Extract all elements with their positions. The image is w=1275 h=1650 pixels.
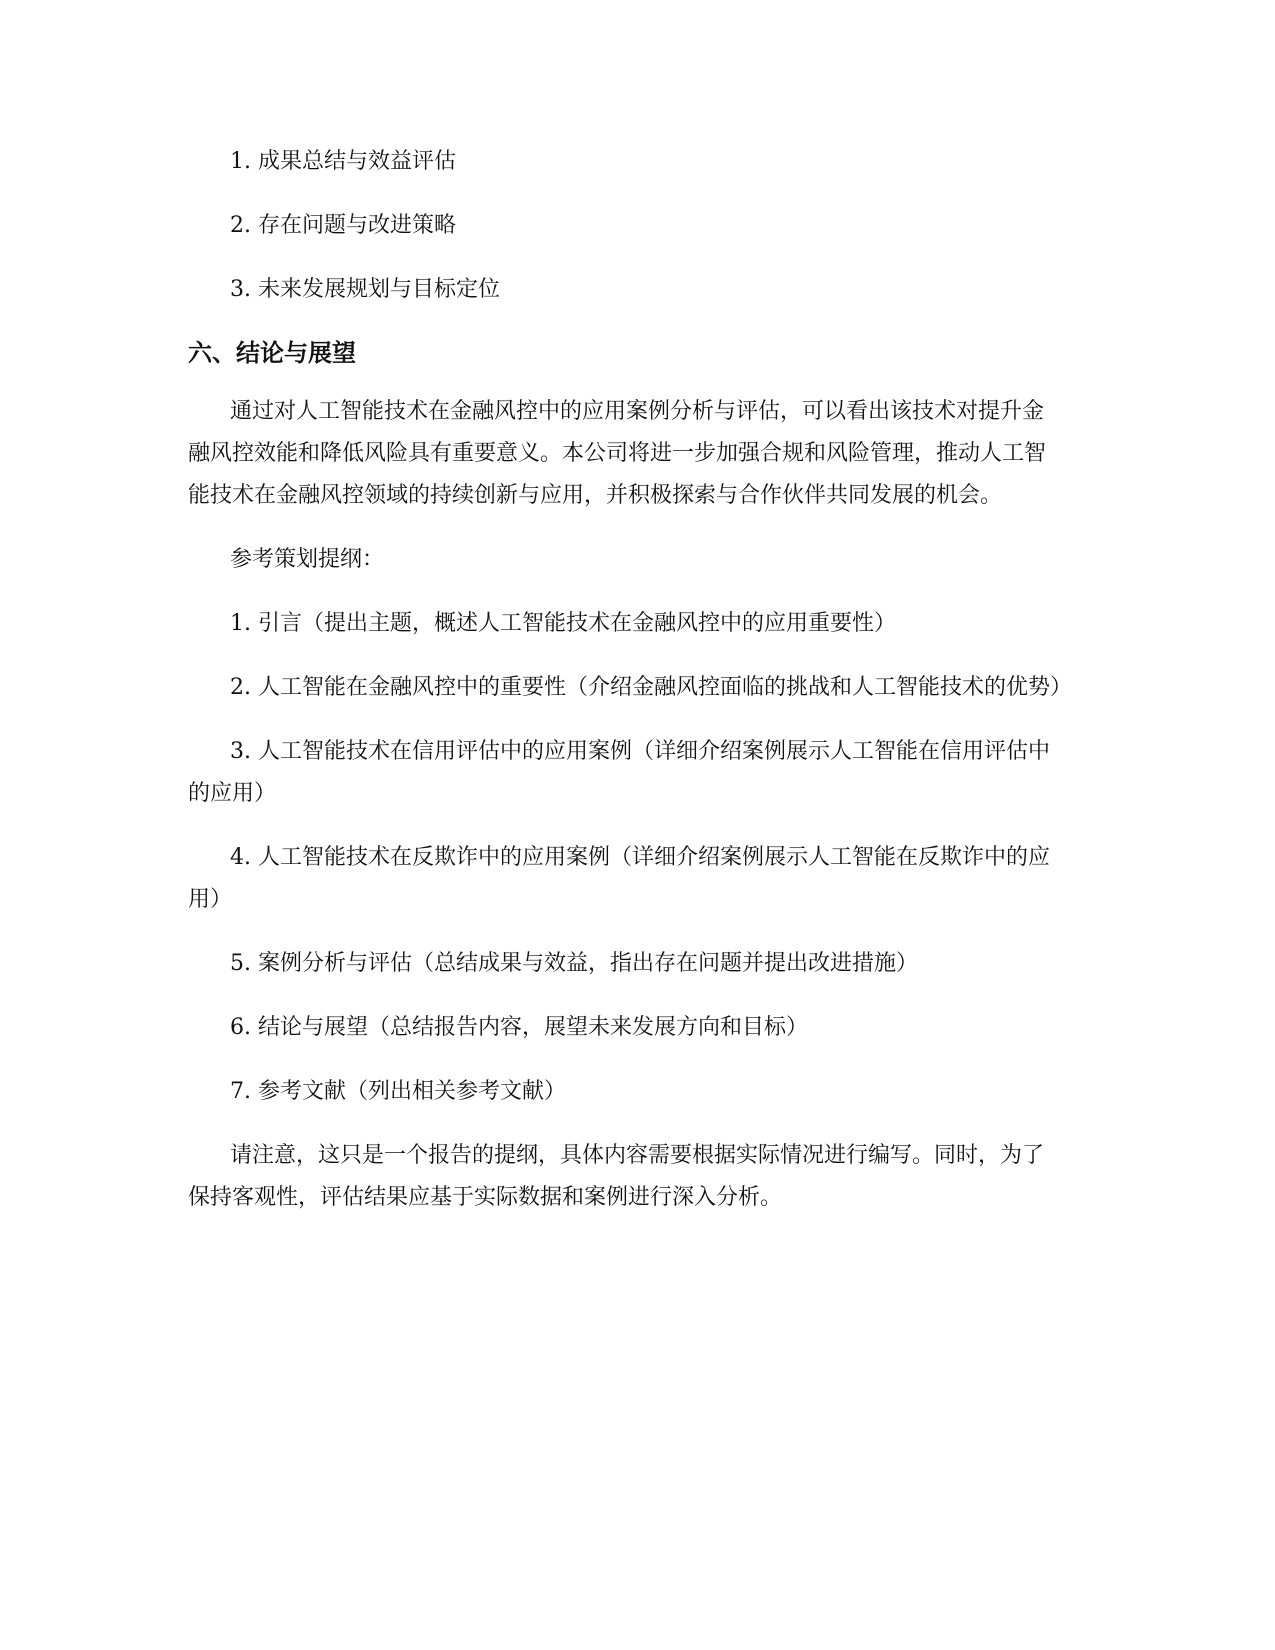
outline-item-conclusion: 6. 结论与展望（总结报告内容，展望未来发展方向和目标） bbox=[230, 1015, 808, 1040]
section-heading: 六、结论与展望 bbox=[188, 339, 356, 367]
outline-item-references: 7. 参考文献（列出相关参考文献） bbox=[230, 1079, 566, 1104]
outline-item-importance: 2. 人工智能在金融风控中的重要性（介绍金融风控面临的挑战和人工智能技术的优势） bbox=[230, 675, 1072, 700]
outline-item-credit-case: 3. 人工智能技术在信用评估中的应用案例（详细介绍案例展示人工智能在信用评估中的应用） bbox=[188, 739, 1050, 806]
outline-item-introduction: 1. 引言（提出主题，概述人工智能技术在金融风控中的应用重要性） bbox=[230, 611, 896, 636]
conclusion-paragraph: 通过对人工智能技术在金融风控中的应用案例分析与评估，可以看出该技术对提升金融风控效能和降低风险具有重要意义。本公司将进一步加强合规和风险管理，推动人工智能技术在金融风控领域的持续创新与应用，并积极探索与合作伙伴共同发展的机会。 bbox=[188, 399, 1047, 508]
closing-note: 请注意，这只是一个报告的提纲，具体内容需要根据实际情况进行编写。同时，为了保持客观性，评估结果应基于实际数据和案例进行深入分析。 bbox=[188, 1143, 1045, 1210]
list-item-future-planning: 3. 未来发展规划与目标定位 bbox=[230, 277, 500, 302]
outline-label: 参考策划提纲： bbox=[230, 547, 385, 572]
outline-item-analysis: 5. 案例分析与评估（总结成果与效益，指出存在问题并提出改进措施） bbox=[230, 951, 918, 976]
list-item-problems-improvements: 2. 存在问题与改进策略 bbox=[230, 213, 456, 238]
outline-item-fraud-case: 4. 人工智能技术在反欺诈中的应用案例（详细介绍案例展示人工智能在反欺诈中的应用） bbox=[188, 845, 1050, 912]
list-item-results-summary: 1. 成果总结与效益评估 bbox=[230, 149, 456, 174]
